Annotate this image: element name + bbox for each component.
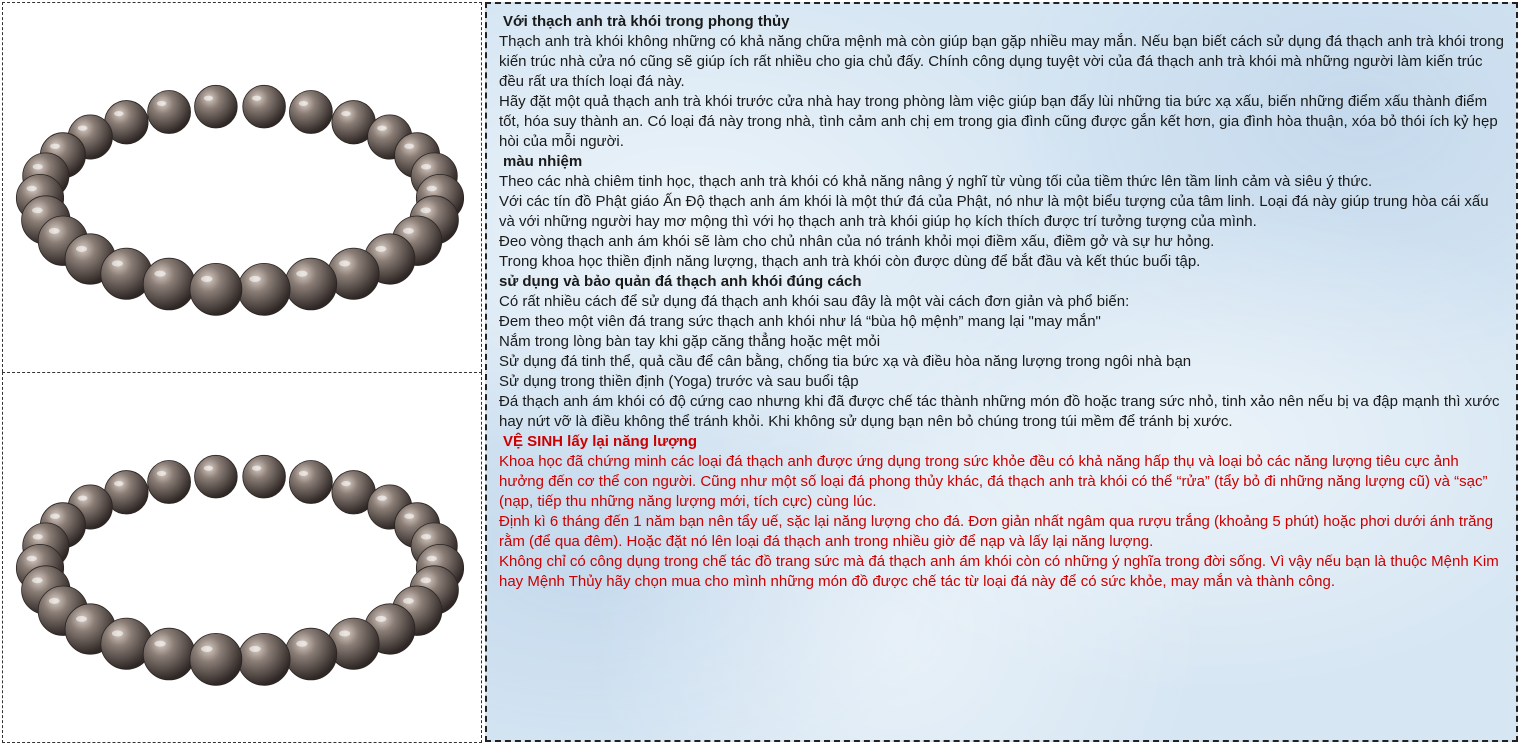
paragraph: Với các tín đồ Phật giáo Ấn Độ thạch anh ám khói là một thứ đá của Phật, nó như là một biểu tượng của tâm linh. Loại đá này giúp trung hòa cái xấu và với những người hay mơ mộng thì với họ thạch anh trà khói giúp họ kích thích được trí tưởng tượng của mình. (499, 193, 1489, 230)
bead-highlight (420, 577, 431, 583)
bead-highlight (112, 630, 123, 636)
heading-feng-shui: Với thạch anh trà khói trong phong thủy (503, 13, 790, 30)
bracelet-photo-bottom (3, 373, 482, 743)
bead-highlight (114, 481, 124, 486)
bead-highlight (249, 646, 260, 652)
bead-highlight (296, 271, 307, 277)
bead (195, 455, 238, 498)
bead-highlight (114, 111, 124, 116)
bead-highlight (27, 186, 37, 192)
bead-highlight (252, 96, 261, 101)
list-item: Nắm trong lòng bàn tay khi gặp căng thẳng hoặc mệt mỏi (499, 333, 881, 350)
bead (190, 263, 242, 315)
bead-highlight (341, 111, 351, 116)
bead (243, 455, 286, 498)
bead-highlight (78, 495, 88, 500)
bead-highlight (78, 125, 88, 130)
bead-highlight (32, 577, 43, 583)
list-item: Sử dụng trong thiền định (Yoga) trước và sau buổi tập (499, 373, 859, 390)
bead-highlight (27, 556, 37, 562)
bead-highlight (76, 246, 87, 252)
heading-usage-care: sử dụng và bảo quản đá thạch anh khói đúng cách (499, 273, 862, 290)
paragraph-red: Định kì 6 tháng đến 1 năm bạn nên tẩy uế, sặc lại năng lượng cho đá. Đơn giản nhất ngâm qua rượu trắng (khoảng 5 phút) hoặc phơi dưới ánh trăng rằm (để qua đêm). Hoặc đặt nó lên loại đá thạch anh trong nhiều giờ để nạp và lấy lại năng lượng. (499, 513, 1494, 550)
paragraph: Trong khoa học thiền định năng lượng, thạch anh trà khói còn được dùng để bắt đầu và kết thúc buổi tập. (499, 253, 1201, 270)
bead (285, 258, 337, 310)
bead-highlight (32, 207, 43, 213)
bead (190, 633, 242, 685)
paragraph: Có rất nhiều cách để sử dụng đá thạch anh khói sau đây là một vài cách đơn giản và phổ biến: (499, 293, 1130, 310)
paragraph: Đeo vòng thạch anh ám khói sẽ làm cho chủ nhân của nó tránh khỏi mọi điềm xấu, điềm gở và sự hư hỏng. (499, 233, 1215, 250)
paragraph: Hãy đặt một quả thạch anh trà khói trước cửa nhà hay trong phòng làm việc giúp bạn đẩy lùi những tia bức xạ xấu, biến những điểm xấu thành điểm tốt, hóa suy thành an. Có loại đá này trong nhà, tình cảm anh chị em trong gia đình cũng được gắn kết hơn, gia đình hòa thuận, xóa bỏ thói ích kỷ hẹp hòi của mỗi người. (499, 93, 1498, 150)
bead-highlight (427, 556, 437, 562)
bead (148, 91, 191, 134)
heading-mystical: màu nhiệm (503, 153, 583, 170)
bead-highlight (375, 246, 386, 252)
bead-highlight (50, 144, 60, 149)
bead (289, 91, 332, 134)
paragraph: Thạch anh trà khói không những có khả năng chữa mệnh mà còn giúp bạn gặp nhiều may mắn. Nếu bạn biết cách sử dụng đá thạch anh trà khói trong kiến trúc nhà cửa nó cũng sẽ giúp ích rất nhiều cho gia chủ đấy. Chính công dụng tuyệt vời của đá thạch anh trà khói mà những người làm kiến trúc đều rất ưa thích loại đá này. (499, 33, 1504, 90)
bead (285, 628, 337, 680)
bead-highlight (49, 228, 60, 234)
bead-highlight (377, 125, 387, 130)
bead-highlight (76, 616, 87, 622)
bead-highlight (420, 207, 431, 213)
bead-highlight (49, 598, 60, 604)
bead-highlight (157, 471, 166, 476)
paragraph: Đá thạch anh ám khói có độ cứng cao nhưng khi đã được chế tác thành những món đồ hoặc trang sức nhỏ, tinh xảo nên nếu bị va đập mạnh thì xước hay nứt vỡ là điều không thể tránh khỏi. Khi không sử dụng bạn nên bỏ chúng trong túi mềm để tránh bị xước. (499, 393, 1500, 430)
list-item: Sử dụng đá tinh thể, quả cầu để cân bằng, chống tia bức xạ và điều hòa năng lượng trong ngôi nhà bạn (499, 353, 1192, 370)
bead-highlight (299, 101, 308, 106)
bead-highlight (427, 186, 437, 192)
bead (289, 461, 332, 504)
heading-cleansing: VỆ SINH lấy lại năng lượng (503, 433, 698, 450)
bead-highlight (201, 276, 212, 282)
bead-highlight (375, 616, 386, 622)
bead-highlight (50, 514, 60, 519)
bead-highlight (339, 260, 350, 266)
bead-highlight (299, 471, 308, 476)
bracelet-image-top (2, 2, 482, 372)
bead-highlight (377, 495, 387, 500)
bead-highlight (404, 514, 414, 519)
bead-highlight (204, 96, 213, 101)
bead-highlight (249, 276, 260, 282)
bead-highlight (403, 598, 414, 604)
bead (195, 85, 238, 128)
bead-highlight (404, 144, 414, 149)
bead-highlight (339, 630, 350, 636)
bead-highlight (33, 534, 43, 540)
bead-highlight (157, 101, 166, 106)
bead (143, 628, 195, 680)
bead-highlight (341, 481, 351, 486)
bead (243, 85, 286, 128)
bead (238, 633, 290, 685)
list-item: Đem theo một viên đá trang sức thạch anh khói như lá “bùa hộ mệnh” mang lại "may mắn" (499, 313, 1101, 330)
bead-highlight (421, 164, 431, 170)
bead (148, 461, 191, 504)
bead-highlight (252, 466, 261, 471)
bead-highlight (403, 228, 414, 234)
bead-highlight (204, 466, 213, 471)
bead-highlight (33, 164, 43, 170)
paragraph-red: Khoa học đã chứng minh các loại đá thạch anh được ứng dụng trong sức khỏe đều có khả năng hấp thụ và loại bỏ các năng lượng tiêu cực ảnh hưởng đến cơ thể con người. Cũng như một số loại đá phong thủy khác, đá thạch anh trà khói có thể “rửa” (tẩy bỏ đi những năng lượng cũ) và “sạc” (nạp, tiếp thu những năng lượng mới, tích cực) cùng lúc. (499, 453, 1488, 510)
bead-highlight (112, 260, 123, 266)
bead-highlight (154, 641, 165, 647)
bracelet-image-bottom (2, 372, 482, 743)
bead-highlight (154, 271, 165, 277)
paragraph-red: Không chỉ có công dụng trong chế tác đồ trang sức mà đá thạch anh ám khói còn có những ý nghĩa trong đời sống. Vì vậy nếu bạn là thuộc Mệnh Kim hay Mệnh Thủy hãy chọn mua cho mình những món đồ được chế tác từ loại đá này để có sức khỏe, may mắn và thành công. (499, 553, 1499, 590)
paragraph: Theo các nhà chiêm tinh học, thạch anh trà khói có khả năng nâng ý nghĩ từ vùng tối của tiềm thức lên tầm linh cảm và siêu ý thức. (499, 173, 1373, 190)
bead-highlight (201, 646, 212, 652)
bead (238, 263, 290, 315)
article-panel (485, 2, 1518, 742)
bead-highlight (421, 534, 431, 540)
bead (143, 258, 195, 310)
bead-highlight (296, 641, 307, 647)
bracelet-photo-top (3, 3, 482, 372)
